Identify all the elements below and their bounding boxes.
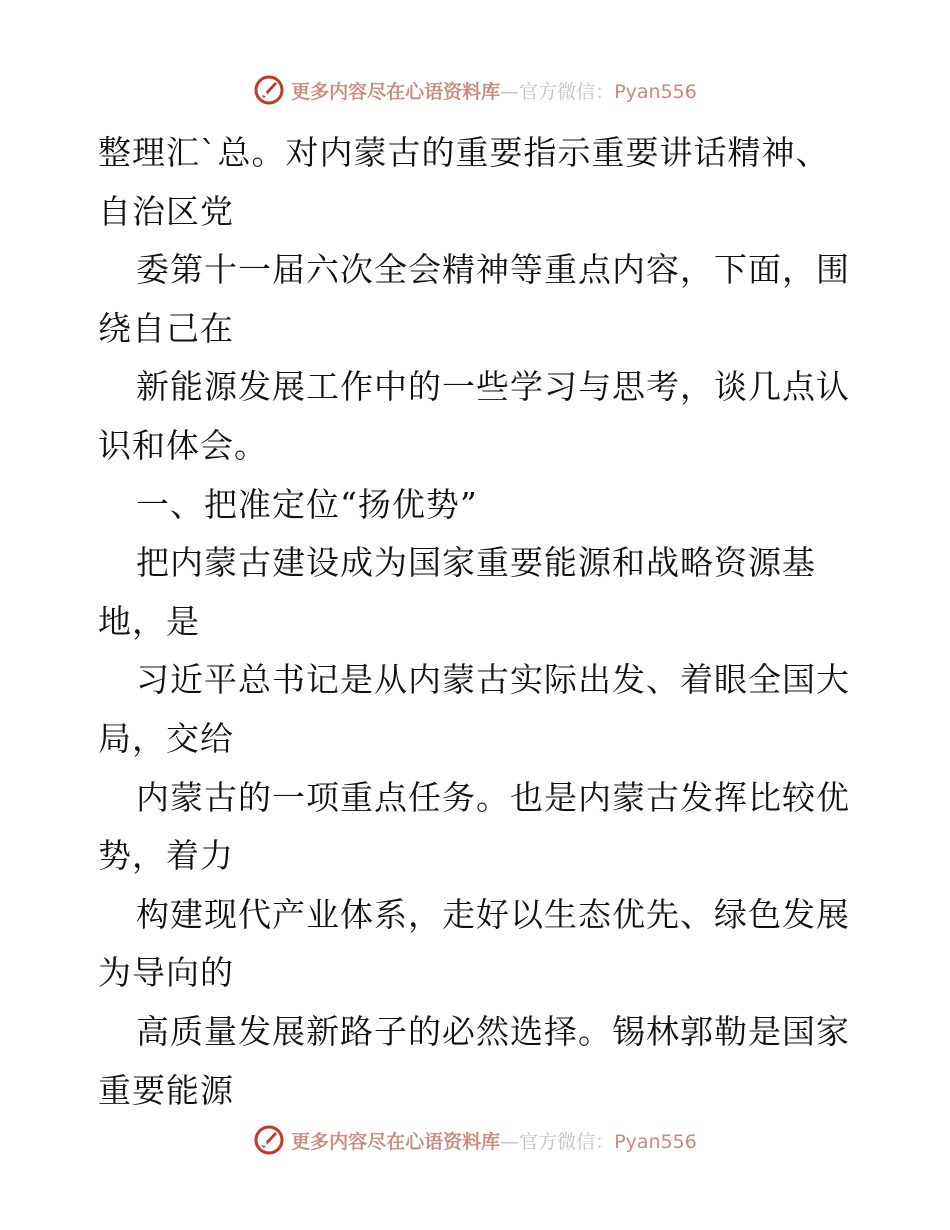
- text-line: 整理汇`总。对内蒙古的重要指示重要讲话精神、: [98, 133, 830, 172]
- watermark-text: [291, 1127, 697, 1154]
- watermark-wechat-id: Pyan556: [614, 80, 697, 103]
- header-watermark: [0, 70, 950, 110]
- watermark-wechat-label: 官方微信：: [519, 1130, 615, 1153]
- footer-watermark: [0, 1120, 950, 1160]
- text-line: 自治区党: [98, 191, 234, 231]
- text-line: 习近平总书记是从内蒙古实际出发、着眼全国大: [136, 660, 850, 700]
- watermark-wechat-id: Pyan556: [614, 1130, 697, 1153]
- text-line: 局，交给: [98, 718, 234, 758]
- text-line: 地，是: [98, 601, 200, 641]
- watermark-brand: 更多内容尽在心语资料库: [291, 1130, 501, 1153]
- document-body: [98, 124, 858, 1120]
- watermark-text: [291, 77, 697, 104]
- text-line: 为导向的: [98, 953, 234, 993]
- text-line: 高质量发展新路子的必然选择。锡林郭勒是国家: [136, 1011, 850, 1051]
- text-line: 识和体会。: [98, 425, 268, 465]
- quill-seal-icon: [253, 1124, 285, 1156]
- text-line: 新能源发展工作中的一些学习与思考，谈几点认: [136, 367, 850, 407]
- text-line: 势，着力: [98, 836, 234, 876]
- watermark-separator: —: [500, 80, 520, 103]
- text-line: 构建现代产业体系，走好以生态优先、绿色发展: [136, 894, 850, 934]
- watermark-separator: —: [500, 1130, 520, 1153]
- text-line: 绕自己在: [98, 308, 234, 348]
- watermark-brand: 更多内容尽在心语资料库: [291, 80, 501, 103]
- text-line: 重要能源: [98, 1070, 234, 1110]
- text-line: 委第十一届六次全会精神等重点内容，下面，围: [136, 250, 850, 290]
- section-heading: 一、把准定位“扬优势”: [136, 484, 478, 524]
- watermark-wechat-label: 官方微信：: [519, 80, 615, 103]
- text-line: 内蒙古的一项重点任务。也是内蒙古发挥比较优: [136, 777, 850, 817]
- quill-seal-icon: [253, 74, 285, 106]
- text-line: 把内蒙古建设成为国家重要能源和战略资源基: [136, 543, 816, 583]
